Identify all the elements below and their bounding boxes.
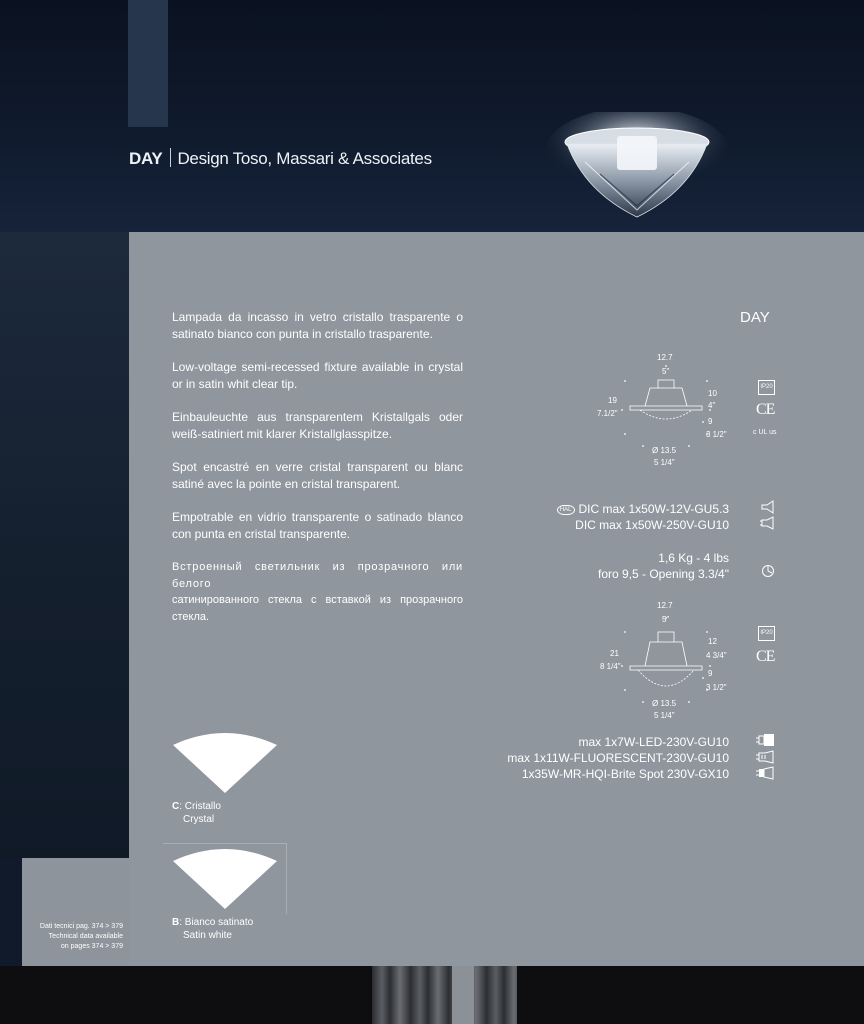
description-en: Low-voltage semi-recessed fixture available in crystal or in satin whit clear tip.	[172, 360, 463, 391]
model-label: DAY	[740, 309, 770, 326]
metal-post-image	[372, 966, 517, 1024]
tech-note-en1: Technical data available	[48, 933, 123, 940]
product-name: DAY	[129, 149, 163, 168]
description-column	[172, 309, 463, 642]
fixture-glass	[638, 670, 694, 686]
dim-diameter-in: 5 1/4"	[654, 711, 675, 720]
ip20-badge: IP20	[758, 380, 775, 395]
dim-diameter-in: 5 1/4"	[654, 458, 675, 467]
weight-line: 1,6 Kg - 4 lbs	[658, 551, 729, 565]
spec-led-line1: max 1x7W-LED-230V-GU10	[578, 735, 729, 749]
spec-hal-line2: DIC max 1x50W-250V-GU10	[575, 518, 729, 532]
weight-info	[598, 550, 729, 582]
header-banner	[0, 0, 864, 232]
fixture-socket	[658, 380, 674, 388]
sample-crystal-it: : Cristallo	[179, 801, 221, 812]
dim-lower-in: 3 1/2"	[706, 430, 727, 439]
fixture-glass	[640, 410, 692, 419]
sample-crystal-label	[172, 800, 221, 826]
sample-satin-en: Satin white	[183, 930, 232, 941]
spec-hal-line1: DIC max 1x50W-12V-GU5.3	[578, 502, 729, 516]
dim-lower-mm: 9	[708, 417, 713, 426]
dim-upper-in: 4 3/4"	[706, 651, 727, 660]
bulb-hqi-icon	[755, 766, 776, 780]
ce-mark-2: CE	[756, 648, 775, 665]
ip20-badge-2: IP20	[758, 626, 775, 641]
left-column-gradient	[0, 232, 129, 858]
bulb-gu10-icon	[759, 516, 776, 530]
dim-upper-mm: 12	[708, 637, 717, 646]
dim-height-in: 8 1/4"	[600, 662, 621, 671]
title-separator	[170, 148, 171, 167]
fixture-flange	[630, 666, 702, 670]
specs-halogen	[557, 501, 729, 533]
ce-mark: CE	[756, 401, 775, 418]
sample-satin-code: B	[172, 917, 180, 928]
sample-crystal-image	[171, 729, 279, 795]
fixture-housing	[645, 642, 687, 666]
dim-height-in: 7.1/2"	[597, 409, 618, 418]
fixture-socket	[658, 632, 674, 642]
tech-note-en2: on pages 374 > 379	[60, 943, 123, 950]
technical-drawing-1	[590, 348, 740, 473]
sample-crystal-code: C	[172, 801, 180, 812]
opening-icon	[761, 564, 775, 578]
hal-badge: HAL	[557, 505, 575, 515]
dim-lower-in: 3 1/2"	[706, 683, 727, 692]
description-ru-line2: сатинированного стекла с вставкой из прозрачного стекла.	[172, 594, 463, 623]
fixture-housing	[645, 388, 687, 406]
dim-diameter-mm: Ø 13.5	[652, 446, 677, 455]
dim-height-mm: 21	[610, 649, 619, 658]
description-ru	[172, 559, 463, 625]
description-fr: Spot encastré en verre cristal transparent ou blanc satiné avec la pointe en cristal transparent.	[172, 460, 463, 491]
metal-post-highlight	[452, 966, 474, 1024]
dim-upper-mm: 10	[708, 389, 717, 398]
technical-data-note	[22, 922, 123, 952]
dim-diameter-mm: Ø 13.5	[652, 699, 677, 708]
fixture-flange	[630, 406, 702, 410]
dim-lower-mm: 9	[708, 669, 713, 678]
spec-led-line3: 1x35W-MR-HQI-Brite Spot 230V-GX10	[521, 767, 729, 781]
designer-credit: Design Toso, Massari & Associates	[177, 149, 432, 168]
dim-top-in: 5"	[662, 367, 670, 376]
specs-led	[507, 734, 729, 782]
bulb-fluorescent-icon	[755, 750, 776, 764]
technical-drawing-2	[590, 596, 740, 724]
dim-top-in: 5"	[662, 615, 670, 624]
header-accent-strip	[128, 0, 168, 127]
bulb-led-icon	[755, 733, 776, 747]
sample-satin-label	[172, 916, 253, 942]
description-ru-line1: Встроенный светильник из прозрачного или белого	[172, 561, 463, 590]
tech-note-it: Dati tecnici pag. 374 > 379	[39, 923, 123, 930]
description-es: Empotrable en vidrio transparente o satinado blanco con punta en cristal transparente.	[172, 510, 463, 541]
sample-satin-it: : Bianco satinato	[179, 917, 254, 928]
description-de: Einbauleuchte aus transparentem Kristallgals oder weiß-satiniert mit klarer Kristallglasspitze.	[172, 410, 463, 441]
lamp-photo	[545, 112, 730, 227]
dim-upper-in: 4"	[708, 401, 716, 410]
opening-line: foro 9,5 - Opening 3.3/4"	[597, 567, 729, 581]
sample-crystal-en: Crystal	[183, 814, 215, 825]
dim-top-mm: 12.7	[657, 601, 673, 610]
page-title	[129, 148, 432, 169]
ul-mark: c UL us	[753, 429, 777, 436]
bulb-dichroic-icon	[760, 500, 776, 514]
description-it: Lampada da incasso in vetro cristallo trasparente o satinato bianco con punta in cristallo trasparente.	[172, 310, 463, 341]
spec-led-line2: max 1x11W-FLUORESCENT-230V-GU10	[507, 751, 729, 765]
dim-height-mm: 19	[608, 396, 617, 405]
sample-satin-image	[171, 845, 279, 911]
dim-top-mm: 12.7	[657, 353, 673, 362]
